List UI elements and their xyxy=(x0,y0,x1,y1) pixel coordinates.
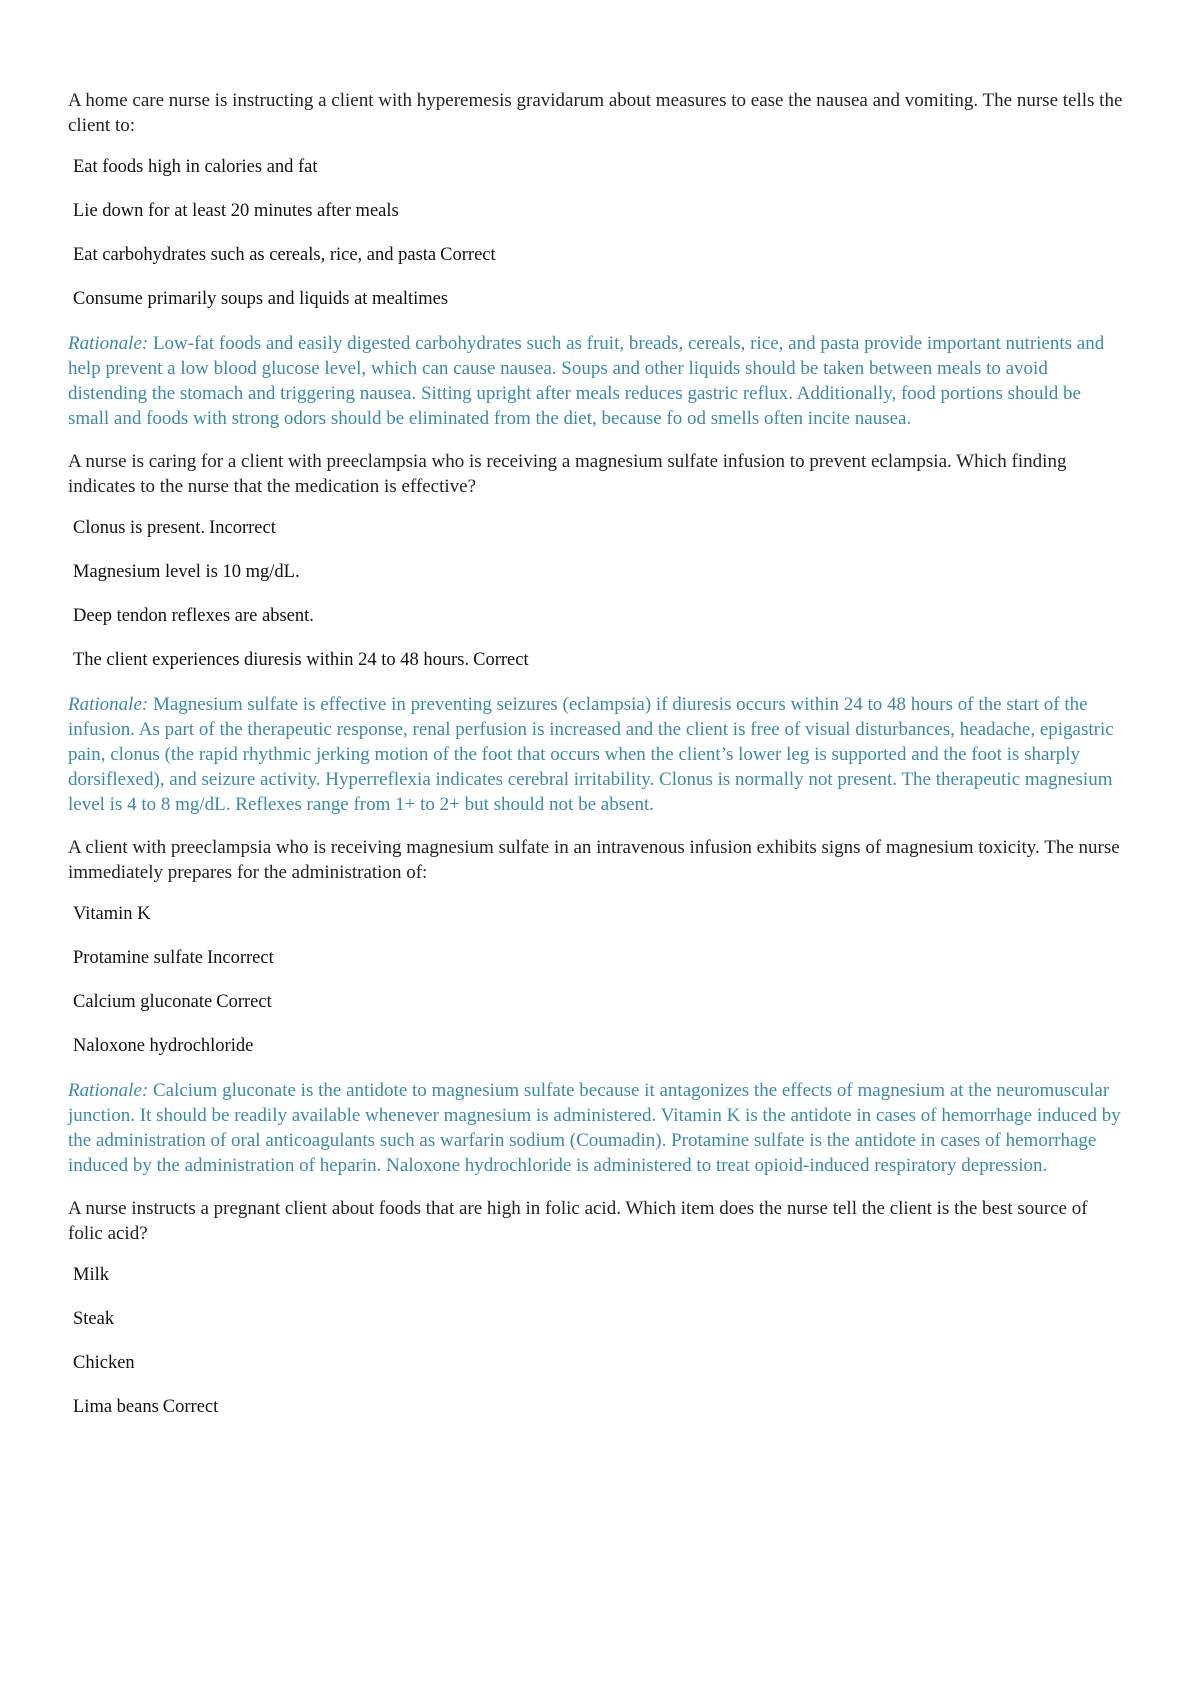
answer-option: Vitamin K xyxy=(73,904,151,924)
answer-option: Calcium gluconate Correct xyxy=(73,992,272,1012)
answer-option: Deep tendon reflexes are absent. xyxy=(73,606,314,626)
rationale-label: Rationale: xyxy=(68,333,149,354)
question-text: A nurse is caring for a client with preeclampsia who is receiving a magnesium sulfate infusion to prevent eclampsia. Which finding indicates to the nurse that the medication is effective? xyxy=(68,451,1067,497)
quiz-item-2 xyxy=(68,449,1124,817)
rationale-text: Rationale: Magnesium sulfate is effective in preventing seizures (eclampsia) if diuresis occurs within 24 to 48 hours of the start of the infusion. As part of the therapeutic response, renal perfusion is increased and the client is free of visual disturbances, headache, epigastric pain, clonus (the rapid rhythmic jerking motion of the foot that occurs when the client’s lower leg is supported and the foot is sharply dorsiflexed), and seizure activity. Hyperreflexia indicates cerebral irritability. Clonus is normally not present. The therapeutic magnesium level is 4 to 8 mg/dL. Reflexes range from 1+ to 2+ but should not be absent. xyxy=(68,694,1114,815)
answer-option: Naloxone hydrochloride xyxy=(73,1036,254,1056)
rationale-label: Rationale: xyxy=(68,694,149,715)
quiz-item-3 xyxy=(68,835,1124,1178)
answer-option: Clonus is present. Incorrect xyxy=(73,518,276,538)
answer-option: Steak xyxy=(73,1309,115,1329)
answer-option: Consume primarily soups and liquids at mealtimes xyxy=(73,289,449,309)
answer-option: Magnesium level is 10 mg/dL. xyxy=(73,562,300,582)
answer-option: Milk xyxy=(73,1265,109,1285)
document-page xyxy=(68,88,1124,1439)
answer-option: Eat carbohydrates such as cereals, rice, and pasta Correct xyxy=(73,245,496,265)
answer-option: Lie down for at least 20 minutes after meals xyxy=(73,201,399,221)
question-text: A client with preeclampsia who is receiving magnesium sulfate in an intravenous infusion exhibits signs of magnesium toxicity. The nurse immediately prepares for the administration of: xyxy=(68,837,1120,883)
answer-option: Protamine sulfate Incorrect xyxy=(73,948,274,968)
answer-option: The client experiences diuresis within 24 to 48 hours. Correct xyxy=(73,650,529,670)
rationale-text: Rationale: Low-fat foods and easily digested carbohydrates such as fruit, breads, cereals, rice, and pasta provide important nutrients and help prevent a low blood glucose level, which can cause nausea. Soups and other liquids should be taken between meals to avoid distending the stomach and triggering nausea. Sitting upright after meals reduces gastric reflux. Additionally, food portions should be small and foods with strong odors should be eliminated from the diet, because fo od smells often incite nausea. xyxy=(68,333,1105,429)
answer-option: Chicken xyxy=(73,1353,135,1373)
quiz-item-1 xyxy=(68,88,1124,431)
question-text: A home care nurse is instructing a client with hyperemesis gravidarum about measures to ease the nausea and vomiting. The nurse tells the client to: xyxy=(68,90,1123,136)
rationale-label: Rationale: xyxy=(68,1080,149,1101)
answer-option: Lima beans Correct xyxy=(73,1397,219,1417)
quiz-item-4 xyxy=(68,1196,1124,1420)
answer-option: Eat foods high in calories and fat xyxy=(73,157,318,177)
rationale-text: Rationale: Calcium gluconate is the antidote to magnesium sulfate because it antagonizes the effects of magnesium at the neuromuscular junction. It should be readily available whenever magnesium is administered. Vitamin K is the antidote in cases of hemorrhage induced by the administration of oral anticoagulants such as warfarin sodium (Coumadin). Protamine sulfate is the antidote in cases of hemorrhage induced by the administration of heparin. Naloxone hydrochloride is administered to treat opioid-induced respiratory depression. xyxy=(68,1080,1121,1176)
question-text: A nurse instructs a pregnant client about foods that are high in folic acid. Which item does the nurse tell the client is the best source of folic acid? xyxy=(68,1198,1088,1244)
